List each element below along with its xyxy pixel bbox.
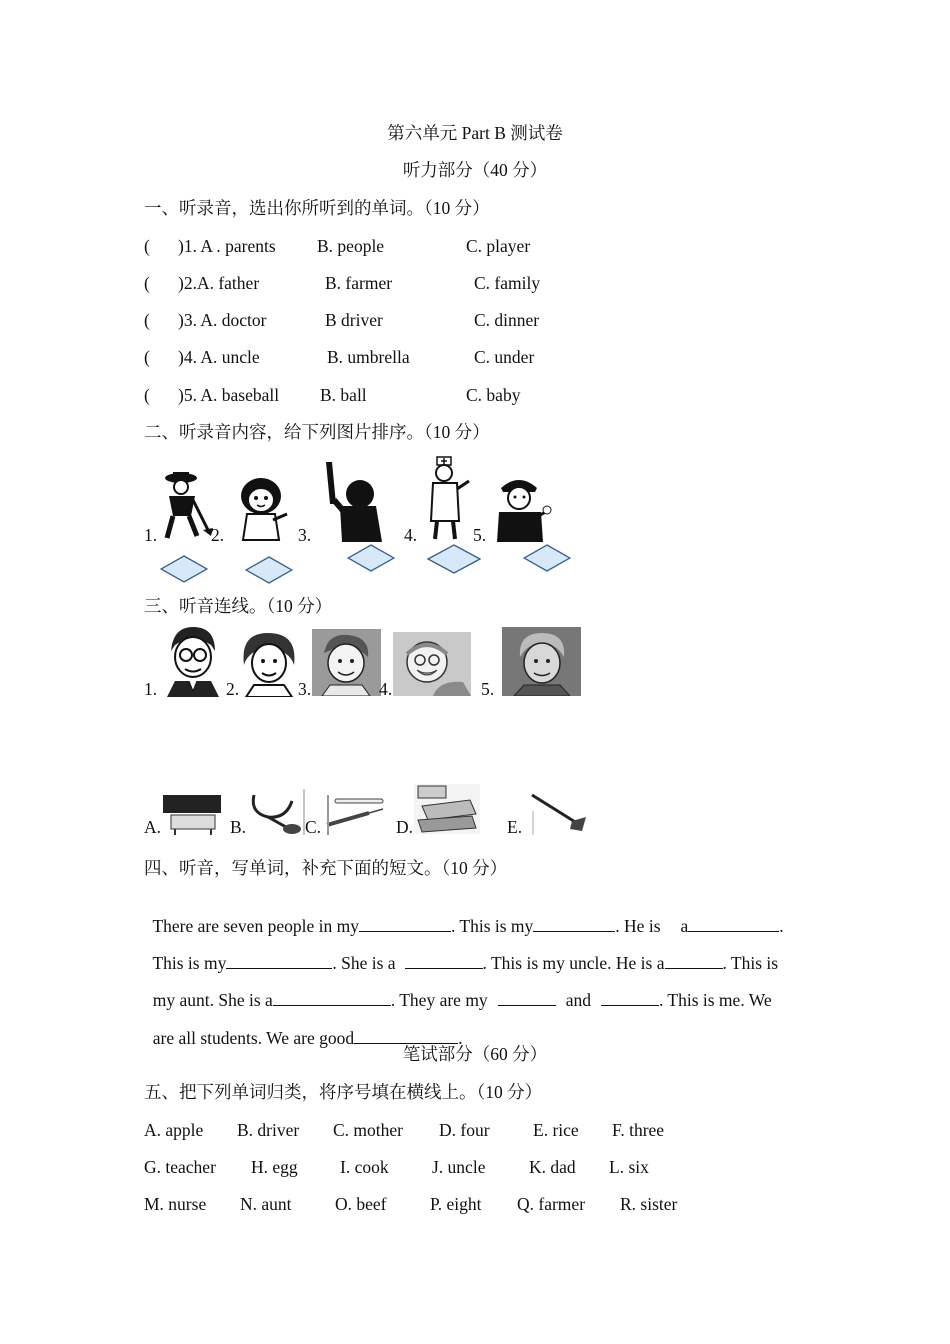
- answer-diamond[interactable]: [245, 556, 293, 584]
- brother-picture: [312, 629, 381, 696]
- blackboard-desk-picture: [161, 793, 223, 835]
- word-item: R. sister: [620, 1194, 678, 1214]
- option-c: C. family: [474, 273, 541, 293]
- passage-text: .: [458, 1027, 463, 1048]
- picture-label: 2.: [211, 525, 225, 545]
- word-item: C. mother: [333, 1120, 403, 1140]
- person-label: 3.: [298, 679, 312, 699]
- passage-text: are all students. We are good: [152, 1027, 355, 1048]
- passage-text: There are seven people in my: [152, 915, 359, 936]
- person-label: 4.: [379, 679, 393, 699]
- page-title: 第六单元 Part B 测试卷: [387, 123, 563, 143]
- option-a: )2.A. father: [178, 273, 260, 293]
- word-item: A. apple: [144, 1120, 204, 1140]
- answer-diamond[interactable]: [160, 555, 208, 583]
- written-header: 笔试部分（60 分）: [402, 1044, 548, 1064]
- passage-text: a: [680, 915, 689, 936]
- option-a: )3. A. doctor: [178, 310, 267, 330]
- word-item: F. three: [612, 1120, 665, 1140]
- picture-label: 5.: [473, 525, 487, 545]
- picture-label: 4.: [404, 525, 418, 545]
- option-c: C. under: [474, 347, 535, 367]
- section4-heading: 四、听音，写单词，补充下面的短文。（10 分）: [144, 858, 508, 878]
- word-item: B. driver: [237, 1120, 300, 1140]
- answer-blank[interactable]: [359, 916, 451, 932]
- passage-line: [144, 972, 772, 1009]
- passage-text: . This is my: [450, 915, 534, 936]
- word-item: H. egg: [251, 1157, 298, 1177]
- word-item: N. aunt: [240, 1194, 292, 1214]
- passage-line: [144, 1010, 463, 1047]
- answer-paren: (: [144, 273, 150, 293]
- object-label: A.: [144, 817, 162, 837]
- answer-blank[interactable]: [226, 953, 332, 969]
- picture-label: 1.: [144, 525, 158, 545]
- section5-heading: 五、把下列单词归类，将序号填在横线上。（10 分）: [144, 1082, 543, 1102]
- section3-heading: 三、听音连线。（10 分）: [144, 596, 333, 616]
- answer-blank[interactable]: [354, 1028, 458, 1044]
- word-item: K. dad: [529, 1157, 576, 1177]
- answer-paren: (: [144, 236, 150, 256]
- answer-blank[interactable]: [601, 990, 659, 1006]
- section1-heading: 一、听录音，选出你所听到的单词。（10 分）: [144, 198, 490, 218]
- option-b: B. farmer: [325, 273, 393, 293]
- picture-label: 3.: [298, 525, 312, 545]
- passage-text: . She is a: [332, 952, 396, 973]
- boy-picture: [495, 474, 555, 542]
- passage-text: . This is me. We: [658, 989, 772, 1010]
- answer-blank[interactable]: [688, 916, 779, 932]
- doctor-picture: [425, 455, 473, 541]
- word-item: J. uncle: [432, 1157, 486, 1177]
- passage-line: [144, 898, 784, 935]
- syringe-thermometer-picture: [325, 795, 387, 835]
- answer-paren: (: [144, 347, 150, 367]
- listening-header: 听力部分（40 分）: [402, 160, 548, 180]
- option-c: C. baby: [466, 385, 521, 405]
- word-item: M. nurse: [144, 1194, 207, 1214]
- mother-picture: [238, 629, 300, 697]
- answer-diamond[interactable]: [523, 544, 571, 572]
- option-a: )4. A. uncle: [178, 347, 260, 367]
- passage-text: . This is: [722, 952, 779, 973]
- stethoscope-picture: [246, 789, 306, 835]
- baseball-player-picture: [320, 460, 386, 542]
- word-item: Q. farmer: [517, 1194, 586, 1214]
- object-label: C.: [305, 817, 322, 837]
- option-b: B. people: [317, 236, 385, 256]
- father-picture: [163, 625, 223, 697]
- word-item: I. cook: [340, 1157, 389, 1177]
- passage-text: .: [779, 915, 784, 936]
- option-c: C. dinner: [474, 310, 540, 330]
- object-label: D.: [396, 817, 414, 837]
- word-item: E. rice: [533, 1120, 579, 1140]
- passage-text: . This is my uncle. He is a: [482, 952, 665, 973]
- answer-blank[interactable]: [405, 953, 483, 969]
- passage-line: [144, 935, 778, 972]
- option-b: B driver: [325, 310, 383, 330]
- option-a: )5. A. baseball: [178, 385, 280, 405]
- word-item: O. beef: [335, 1194, 387, 1214]
- person-label: 2.: [226, 679, 240, 699]
- passage-text: . They are my: [390, 989, 488, 1010]
- word-item: L. six: [609, 1157, 649, 1177]
- passage-text: . He is: [615, 915, 661, 936]
- option-b: B. ball: [320, 385, 367, 405]
- person-label: 1.: [144, 679, 158, 699]
- word-item: P. eight: [430, 1194, 482, 1214]
- object-label: E.: [507, 817, 523, 837]
- answer-paren: (: [144, 310, 150, 330]
- section2-heading: 二、听录音内容，给下列图片排序。（10 分）: [144, 422, 490, 442]
- answer-diamond[interactable]: [347, 544, 395, 572]
- option-a: )1. A . parents: [178, 236, 276, 256]
- object-label: B.: [230, 817, 247, 837]
- hoe-picture: [530, 791, 590, 835]
- books-picture: [414, 784, 480, 834]
- grandmother-picture: [502, 627, 581, 696]
- answer-diamond[interactable]: [427, 544, 481, 574]
- grandfather-picture: [393, 632, 471, 696]
- option-c: C. player: [466, 236, 531, 256]
- person-label: 5.: [481, 679, 495, 699]
- answer-blank[interactable]: [498, 990, 556, 1006]
- passage-text: and: [565, 989, 591, 1010]
- farmer-picture: [155, 470, 215, 542]
- word-item: D. four: [439, 1120, 490, 1140]
- passage-text: my aunt. She is a: [152, 989, 273, 1010]
- answer-blank[interactable]: [273, 990, 391, 1006]
- girl-picture: [233, 476, 291, 542]
- option-b: B. umbrella: [327, 347, 410, 367]
- passage-text: This is my: [152, 952, 227, 973]
- answer-blank[interactable]: [665, 953, 723, 969]
- word-item: G. teacher: [144, 1157, 216, 1177]
- answer-blank[interactable]: [533, 916, 615, 932]
- answer-paren: (: [144, 385, 150, 405]
